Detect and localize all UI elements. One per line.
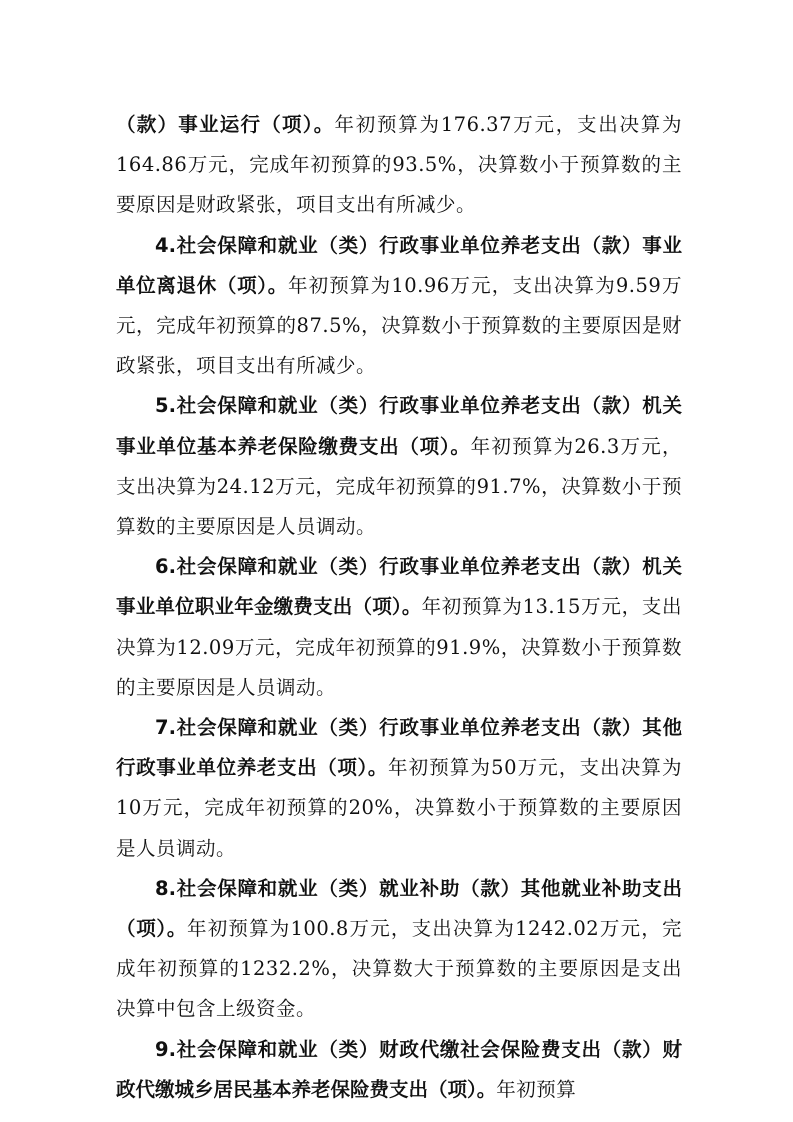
paragraph-heading: 8.社会保障和就业（类）就业补助（款）其他就业补助支出（项）。: [116, 876, 682, 941]
paragraph-6: [116, 869, 682, 1030]
paragraph-3: [116, 386, 682, 547]
paragraph-1: [116, 105, 682, 226]
paragraph-heading: 6.社会保障和就业（类）行政事业单位养老支出（款）机关事业单位职业年金缴费支出（项）。: [116, 555, 682, 619]
paragraph-heading: 7.社会保障和就业（类）行政事业单位养老支出（款）其他行政事业单位养老支出（项）。: [116, 716, 682, 780]
paragraph-text: 年初预算: [496, 1077, 577, 1101]
paragraph-text: 年初预算为13.15万元，支出决算为12.09万元，完成年初预算的91.9%，决算数小于预算数的主要原因是人员调动。: [116, 595, 682, 699]
document-page: [116, 105, 682, 1110]
paragraph-4: [116, 547, 682, 708]
paragraph-heading: 4.社会保障和就业（类）行政事业单位养老支出（款）事业单位离退休（项）。: [116, 233, 682, 297]
paragraph-text: 年初预算为176.37万元，支出决算为164.86万元，完成年初预算的93.5%，决算数小于预算数的主要原因是财政紧张，项目支出有所减少。: [116, 113, 682, 217]
paragraph-text: 年初预算为10.96万元，支出决算为9.59万元，完成年初预算的87.5%，决算数小于预算数的主要原因是财政紧张，项目支出有所减少。: [116, 273, 682, 378]
paragraph-7: [116, 1030, 682, 1110]
paragraph-text: 年初预算为26.3万元，支出决算为24.12万元，完成年初预算的91.7%，决算数小于预算数的主要原因是人员调动。: [116, 434, 682, 539]
paragraph-2: [116, 226, 682, 387]
paragraph-heading: 5.社会保障和就业（类）行政事业单位养老支出（款）机关事业单位基本养老保险缴费支出（项）。: [116, 394, 682, 458]
paragraph-text: 年初预算为100.8万元，支出决算为1242.02万元，完成年初预算的1232.2%，决算数大于预算数的主要原因是支出决算中包含上级资金。: [116, 917, 682, 1021]
paragraph-5: [116, 708, 682, 869]
paragraph-heading: 9.社会保障和就业（类）财政代缴社会保险费支出（款）财政代缴城乡居民基本养老保险费支出（项）。: [116, 1037, 682, 1101]
paragraph-text: 年初预算为50万元，支出决算为10万元，完成年初预算的20%，决算数小于预算数的主要原因是人员调动。: [116, 756, 682, 860]
paragraph-heading: （款）事业运行（项）。: [116, 113, 335, 136]
